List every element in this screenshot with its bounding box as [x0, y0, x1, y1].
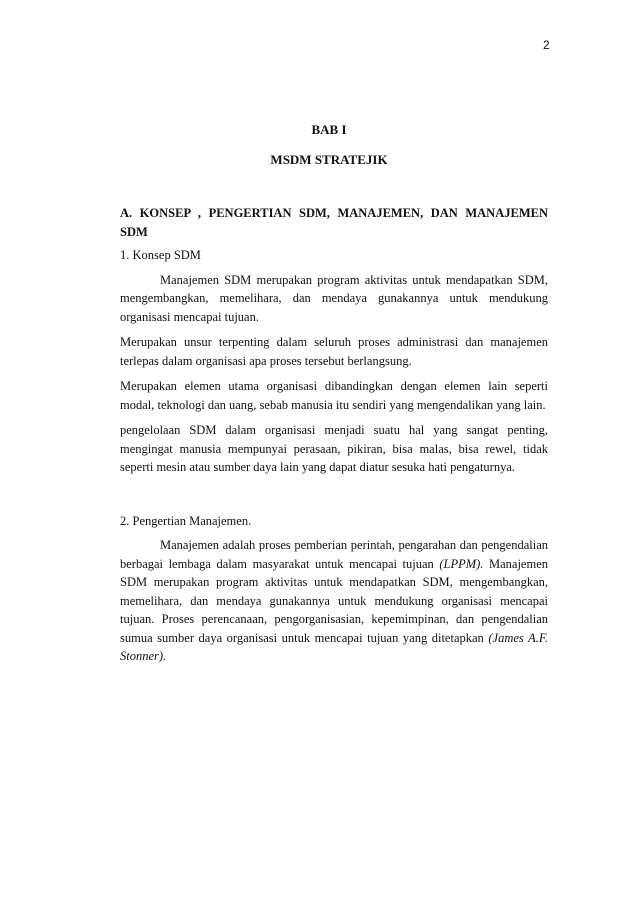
paragraph-text-part1: Manajemen adalah proses pemberian perintah, pengarahan dan pengendalian berbagai lembaga dalam masyarakat untuk mencapai tujuan [120, 538, 548, 571]
paragraph-definition: Manajemen SDM merupakan program aktivitas untuk mendapatkan SDM, mengembangkan, memelihara, dan mendaya gunakannya untuk mendukung organisasi mencapai tujuan. [120, 272, 548, 324]
citation-lppm: (LPPM). [439, 556, 484, 571]
section-a-heading: A. KONSEP , PENGERTIAN SDM, MANAJEMEN, DAN MANAJEMEN [120, 206, 548, 220]
paragraph-management-definition [120, 536, 548, 666]
section-a-heading-continuation: SDM [120, 224, 148, 239]
page-number: 2 [543, 38, 550, 52]
chapter-label: BAB I [311, 122, 347, 137]
spacer [120, 484, 548, 512]
paragraph-text-part2: Manajemen SDM merupakan program aktivitas untuk mendapatkan SDM, mengembangkan, memelihara, dan mendaya gunakannya untuk mendukung organisasi mencapai tujuan. Proses perencanaan, pengorganisasian, kepemimpinan, dan pengendalian sumua sumber daya organisasi untuk mencapai tujuan yang ditetapkan [120, 556, 549, 645]
citation-stonner: (James A.F. Stonner). [120, 630, 548, 663]
document-body [120, 204, 548, 673]
paragraph-main-element: Merupakan elemen utama organisasi dibandingkan dengan elemen lain seperti modal, teknologi dan uang, sebab manusia itu sendiri yang mengendalikan yang lain. [120, 379, 548, 412]
chapter-title: MSDM STRATEJIK [270, 152, 388, 167]
paragraph-management-importance: pengelolaan SDM dalam organisasi menjadi suatu hal yang sangat penting, mengingat manusia mempunyai perasaan, pikiran, bisa malas, bisa rewel, tidak seperti mesin atau sumber daya lain yang dapat diatur sesuka hati pengaturnya. [120, 423, 548, 474]
paragraph-element: Merupakan unsur terpenting dalam seluruh proses administrasi dan manajemen terlepas dalam organisasi apa proses tersebut berlangsung. [120, 335, 548, 368]
subsection-2-heading: 2. Pengertian Manajemen. [120, 513, 252, 528]
subsection-1-heading: 1. Konsep SDM [120, 248, 201, 262]
